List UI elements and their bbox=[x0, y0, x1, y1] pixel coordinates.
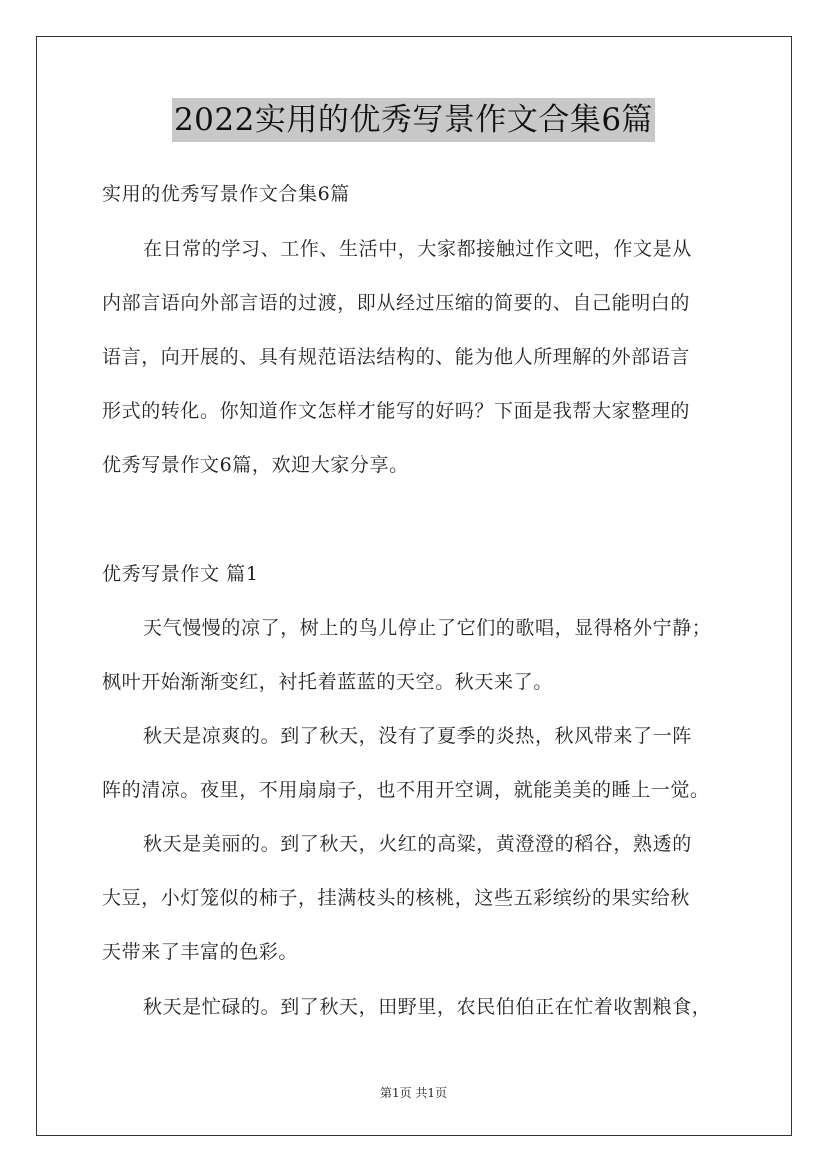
intro-line: 形式的转化。你知道作文怎样才能写的好吗？下面是我帮大家整理的 bbox=[102, 400, 691, 422]
paragraph-line: 秋天是凉爽的。到了秋天，没有了夏季的炎热，秋风带来了一阵 bbox=[143, 725, 692, 747]
subtitle: 实用的优秀写景作文合集6篇 bbox=[102, 183, 350, 205]
paragraph-line: 天气慢慢的凉了，树上的鸟儿停止了它们的歌唱，显得格外宁静； bbox=[143, 617, 712, 639]
paragraph-line: 秋天是忙碌的。到了秋天，田野里，农民伯伯正在忙着收割粮食， bbox=[143, 996, 712, 1018]
paragraph-line: 大豆，小灯笼似的柿子，挂满枝头的核桃，这些五彩缤纷的果实给秋 bbox=[102, 887, 691, 909]
section-heading: 优秀写景作文 篇1 bbox=[102, 563, 259, 585]
title-container bbox=[0, 98, 827, 142]
paragraph-line: 天带来了丰富的色彩。 bbox=[102, 941, 299, 963]
paragraph-line: 阵的清凉。夜里，不用扇扇子，也不用开空调，就能美美的睡上一觉。 bbox=[102, 779, 710, 801]
paragraph-line: 枫叶开始渐渐变红，衬托着蓝蓝的天空。秋天来了。 bbox=[102, 671, 553, 693]
page-footer: 第1页 共1页 bbox=[379, 1086, 448, 1100]
intro-line: 在日常的学习、工作、生活中，大家都接触过作文吧，作文是从 bbox=[143, 238, 692, 260]
intro-line: 内部言语向外部言语的过渡，即从经过压缩的简要的、自己能明白的 bbox=[102, 292, 691, 314]
document-title: 2022实用的优秀写景作文合集6篇 bbox=[172, 98, 655, 142]
paragraph-line: 秋天是美丽的。到了秋天，火红的高粱，黄澄澄的稻谷，熟透的 bbox=[143, 833, 692, 855]
intro-line: 语言，向开展的、具有规范语法结构的、能为他人所理解的外部语言 bbox=[102, 346, 691, 368]
intro-line: 优秀写景作文6篇，欢迎大家分享。 bbox=[102, 454, 409, 476]
